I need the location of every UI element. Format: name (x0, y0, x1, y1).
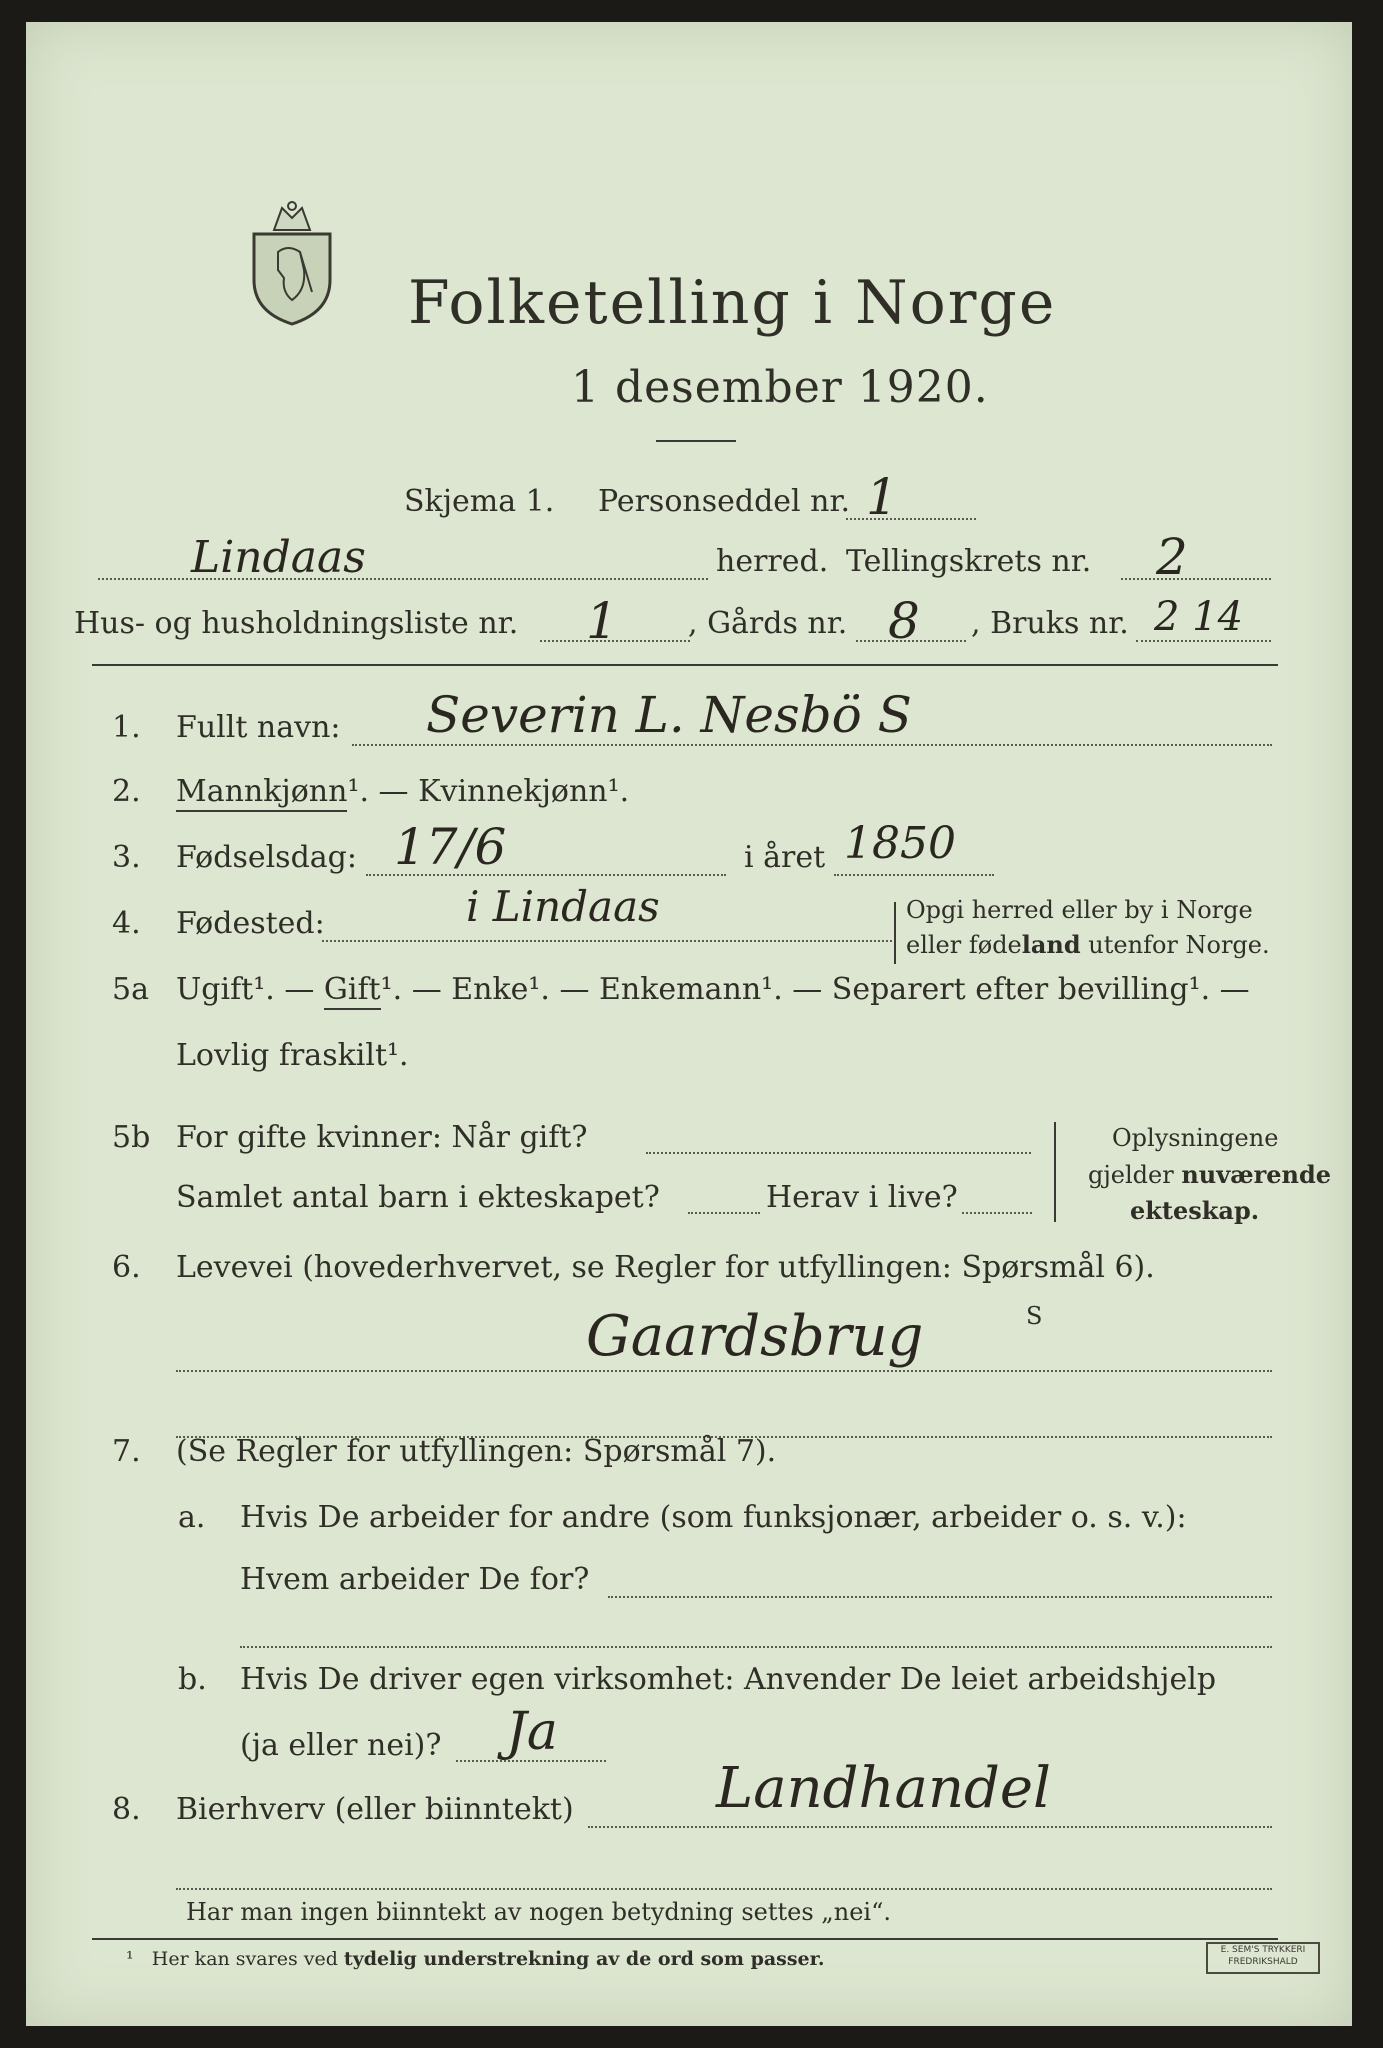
q8-extra-line (176, 1888, 1272, 1890)
q5a-ugift: Ugift¹. — (176, 972, 324, 1007)
q5b-note-line3: ekteskap. (1130, 1196, 1260, 1225)
q5a-gift: Gift (324, 972, 381, 1010)
gards-value: 8 (888, 592, 920, 650)
q4-note-part2: utenfor Norge. (1080, 931, 1270, 959)
q4-value: i Lindaas (466, 882, 660, 931)
skjema-label: Skjema 1. (404, 484, 555, 519)
title-divider (656, 440, 736, 442)
q7b-line2: (ja eller nei)? (240, 1728, 442, 1763)
q5b-line1: For gifte kvinner: Når gift? (176, 1120, 588, 1155)
census-date: 1 desember 1920. (571, 362, 989, 413)
tellingskrets-line (1121, 578, 1271, 580)
q6-mark: S (1026, 1302, 1043, 1330)
herred-line (98, 578, 708, 580)
q5a-number: 5a (112, 972, 149, 1007)
q5b-alive-line (962, 1212, 1032, 1214)
tellingskrets-value: 2 (1156, 528, 1188, 586)
q5a-rest: ¹. — Enke¹. — Enkemann¹. — Separert efter bevilling¹. — (380, 972, 1250, 1007)
q7-label: (Se Regler for utfyllingen: Spørsmål 7). (176, 1434, 777, 1469)
q4-note-line2 (906, 930, 1270, 959)
q4-note-part1: eller føde (906, 931, 1022, 959)
tellingskrets-label: Tellingskrets nr. (846, 544, 1092, 579)
q7b-value: Ja (506, 1702, 558, 1762)
q4-label: Fødested: (176, 906, 325, 941)
q5a-line2: Lovlig fraskilt¹. (176, 1038, 409, 1073)
q3-year-value: 1850 (844, 818, 956, 869)
q3-value: 17/6 (394, 818, 507, 876)
q2-separator: ¹. — (347, 774, 419, 809)
q4-note-land: land (1021, 930, 1081, 959)
q5b-alive-label: Herav i live? (766, 1180, 958, 1215)
q4-brace (894, 902, 896, 964)
hus-label: Hus- og husholdningsliste nr. (74, 606, 519, 641)
hus-value: 1 (586, 592, 618, 650)
personseddel-value: 1 (866, 468, 898, 526)
q6-value: Gaardsbrug (586, 1304, 924, 1369)
q8-label: Bierhverv (eller biinntekt) (176, 1792, 574, 1827)
q5b-note-gjelder: gjelder (1088, 1161, 1182, 1189)
q7a-letter: a. (178, 1500, 206, 1535)
q5b-note-line1: Oplysningene (1112, 1124, 1279, 1152)
q7a-line1: Hvis De arbeider for andre (som funksjonær, arbeider o. s. v.): (240, 1500, 1187, 1535)
q7a-extra-line (240, 1646, 1272, 1648)
q1-label: Fullt navn: (176, 710, 341, 745)
q1-number: 1. (112, 710, 141, 745)
q4-number: 4. (112, 906, 141, 941)
q6-label: Levevei (hovederhvervet, se Regler for utfyllingen: Spørsmål 6). (176, 1250, 1155, 1285)
bruks-label: , Bruks nr. (971, 606, 1129, 641)
q7b-letter: b. (178, 1662, 207, 1697)
q7a-employer-line (608, 1596, 1272, 1598)
q5b-note-line2 (1088, 1160, 1331, 1189)
q5b-brace (1054, 1122, 1056, 1222)
footnote (126, 1948, 825, 1970)
q6-number: 6. (112, 1250, 141, 1285)
q2-female-option: Kvinnekjønn¹. (418, 774, 630, 809)
q7-number: 7. (112, 1434, 141, 1469)
q3-number: 3. (112, 840, 141, 875)
q5a-options (176, 972, 1250, 1007)
personseddel-label: Personseddel nr. (598, 484, 851, 519)
q2-number: 2. (112, 774, 141, 809)
footnote-text-bold: tydelig understrekning av de ord som passer. (343, 1948, 825, 1970)
header-divider (92, 664, 1278, 666)
q5b-when-line (646, 1152, 1031, 1154)
q8-line (588, 1826, 1272, 1828)
q7a-line2: Hvem arbeider De for? (240, 1562, 590, 1597)
coat-of-arms-icon (244, 200, 340, 328)
q5b-note-nuvaerende: nuværende (1181, 1160, 1332, 1189)
q3-year-label: i året (744, 840, 826, 875)
q2-male-option: Mannkjønn (176, 774, 347, 812)
q8-number: 8. (112, 1792, 141, 1827)
footnote-divider (92, 1938, 1278, 1940)
q5b-number: 5b (112, 1120, 151, 1155)
q2-options (176, 774, 629, 809)
footnote-marker: ¹ (126, 1948, 134, 1970)
q4-note-line1: Opgi herred eller by i Norge (906, 896, 1253, 924)
q5b-children-label: Samlet antal barn i ekteskapet? (176, 1180, 660, 1215)
census-form (26, 22, 1352, 2026)
q1-value: Severin L. Nesbö S (426, 686, 912, 744)
bruks-value: 2 14 (1154, 594, 1244, 640)
q6-line1 (176, 1370, 1272, 1372)
herred-value: Lindaas (191, 532, 366, 583)
bruks-line (1136, 640, 1271, 642)
q8-value: Landhandel (716, 1756, 1051, 1821)
printer-stamp: E. SEM'S TRYKKERI FREDRIKSHALD (1206, 1942, 1320, 1974)
q3-label: Fødselsdag: (176, 840, 357, 875)
herred-label: herred. (716, 544, 829, 579)
note-nei: Har man ingen biinntekt av nogen betydning settes „nei“. (186, 1898, 891, 1926)
q5b-children-line (688, 1212, 760, 1214)
form-title: Folketelling i Norge (408, 268, 1057, 338)
q7b-line1: Hvis De driver egen virksomhet: Anvender De leiet arbeidshjelp (240, 1662, 1217, 1697)
gards-label: , Gårds nr. (688, 606, 848, 641)
q4-line (322, 940, 892, 942)
footnote-text: Her kan svares ved (151, 1948, 344, 1970)
q3-year-line (834, 874, 994, 876)
q1-line (352, 744, 1272, 746)
